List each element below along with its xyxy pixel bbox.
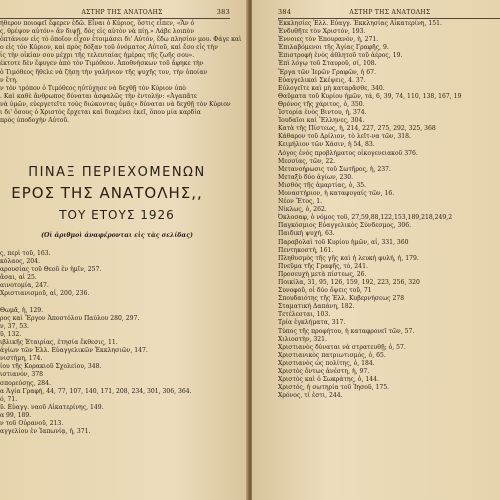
index-entry: Εὐαγγελικαὶ Σκέψεις, 4. 37. <box>278 76 366 84</box>
text-line: ι δι' ὅσους ὁ Χριστὸς ἔρχεται καὶ διαμένει ἐκεῖ, ὅπου μία καρδία <box>0 109 201 117</box>
index-entry: Πνεῦμα τῆς Γραφῆς, τὸ, 241. <box>278 262 368 270</box>
index-entry: Ἐννοιες τὸν Ἐπουρανόν, ἡ, 271. <box>278 36 379 44</box>
text-line: ὀπτάνιον εἰς τὸ ὁποῖον εἶχον ἑτοιμάσει δι' Αὐτόν, ἕδω πλησίον μου. Φάγε καὶ <box>0 36 242 44</box>
index-entry <box>0 299 234 307</box>
index-entry: ς, περὶ τοῦ, 163. <box>0 250 51 257</box>
index-entry: ἄσαι, αἱ 25. <box>0 274 37 282</box>
index-entry: ό, 71. <box>0 395 18 403</box>
index-entry: Χριστιανικὸς πατριωτισμός, ὁ, 65. <box>278 351 386 359</box>
index-entry: Παιδικὴ ψυχή, 63. <box>278 230 335 238</box>
running-title: ΑΣΤΗΡ ΤΗΣ ΑΝΑΤΟΛΗΣ <box>349 9 431 16</box>
index-entry: Κατὰ τῆς Πίστεως, ἡ, 214, 227, 275, 292, 325, 368 <box>278 125 436 133</box>
index-entry: Χρόνος, τί ἐστι, 244. <box>278 392 343 400</box>
text-line: νὰ ὑμῶν, εὐεργετεῖτε τοὺς διώκοντας ὑμᾶς» δύναται νὰ δεχθῇ τὸν Κύριον <box>0 100 231 108</box>
text-line: ὁ Τιμόθεος ἤθελε νὰ ζήσῃ τὴν γαλήνιον τῆς ψυχῆς τον, τὴν ὁποίαν <box>0 68 208 76</box>
index-entry: Ἐκκλησίες Ἑλλ. Εὐαγγ. Ἐκκλησίας Αἰκατερίνη, 151. <box>278 20 442 27</box>
page-number: 383 <box>216 8 230 16</box>
index-entry: Νέον Ἔτος, 1. <box>278 198 323 206</box>
text-line: . Καὶ καθὲ ἄνθρωπος δύναται ἀσφαλῶς τὴν ἐντολήν: «Ἀγαπᾶτε <box>0 92 197 100</box>
index-entry: α Ἁγία Γραφή, 44, 77, 107, 140, 171, 208, 234, 301, 306, 364. <box>0 387 192 395</box>
index-entry: Χιλιοστὴν, 321. <box>278 335 327 343</box>
index-entry: ίου τῆς Κορακιοῦ Σχολείου, 348. <box>0 363 102 371</box>
index-entry: Χριστιανισμοῦ, αἱ, 200, 236. <box>0 290 90 298</box>
right-page-header <box>278 4 500 19</box>
index-entry: Χριστὸς ὄντως ἀνέστη, ἡ, 97. <box>278 368 370 376</box>
index-entry: Συνοφοῦ, οἱ δύο ὄψεις τοῦ, 71 <box>278 287 372 295</box>
index-entry: Θρόνος τῆς χάριτος, ὁ, 350. <box>278 100 365 108</box>
text-line: ν τὸν τρόπον ὁ Τιμόθεος ηὐτύχησε νὰ δεχθῇ τὸν Κύριον ὑπὸ <box>0 84 186 92</box>
index-entry: Λόγος ἑνὸς προβλήματος οἰκογενειακοῦ 376. <box>278 149 418 157</box>
toc-journal-title: ΕΡΟΣ ΤΗΣ ΑΝΑΤΟΛΗΣ,, <box>11 184 203 202</box>
index-entry: Παγκόσμιος Εὐαγγελικὸς Σύνδεσμος, 306. <box>278 222 412 230</box>
index-entry: Τρία ἐγκλήματα, 317. <box>278 319 346 327</box>
index-entry: Σπουδαιότης τῆς Ἑλλ. Κυβερνήσεως 278 <box>278 295 405 303</box>
index-entry: Χριστός, ἡ σωτηρία τοῦ Ἰησοῦ, 175. <box>278 384 390 392</box>
left-page <box>0 0 248 500</box>
index-entry: αινοτομία, 247. <box>0 282 49 290</box>
index-entry: Ἰουδαῖοι καὶ Ἕλληνες, 304. <box>278 117 365 125</box>
text-line: πρὸς ὑποδοχὴν Αὐτοῦ. <box>0 117 70 125</box>
index-entry: Ἐπὶ λόγῳ τοῦ Σταυροῦ, σί, 108. <box>278 60 377 68</box>
index-entry: Πεντηκοστή, 161. <box>278 246 334 254</box>
index-entry: Τύπος τῆς προφήτου, ἡ καταφρονεῖ τῶν, 57. <box>278 327 415 335</box>
index-entry: Ἐνδυθῆτε τὸν Χριστόν, 193. <box>278 28 366 36</box>
index-entry: ιβλικῆς Ἑταιρίας, ἐτησία ἔκθεσις, 11. <box>0 339 118 347</box>
index-entry: Ἱστορία ἑνὸς Βιντου, ἡ, 374. <box>278 109 367 117</box>
text-line: ο εἰς τὸν Κύριον, καὶ πρὸς δόξαν τοῦ ὀνόματος Αὐτοῦ, καὶ ἔσο εἰς τὴν <box>0 44 218 52</box>
index-entry: ρος καὶ Ἔργον Ἀποστόλου Παύλου 280, 297. <box>0 314 140 322</box>
running-title: ΑΣΤΗΡ ΤΗΣ ΑΝΑΤΟΛΗΣ <box>81 9 163 16</box>
index-entry: Σταματικὴ Δαπάνη, 182. <box>278 303 355 311</box>
index-entry: ν, 37, 53. <box>0 322 29 330</box>
index-entry: ῦ. Εὐαγγ. ναοῦ Αἰκατερίνης, 149. <box>0 403 104 411</box>
index-entry: Μετανοήρωσις τοῦ Σωτῆρος, ἡ, 237. <box>278 165 391 173</box>
index-entry: Ἐπιστροφὴ ἑνὸς ἀθλητοῦ τοῦ ἀέρος, 19. <box>278 52 403 60</box>
toc-year: ΤΟΥ ΕΤΟΥΣ 1926 <box>59 208 175 222</box>
index-entry: α 99, 189. <box>0 411 32 419</box>
right-page <box>252 0 500 500</box>
index-entry: Μισθὸς τῆς ἁμαρτίας, ὁ, 35. <box>278 181 367 189</box>
index-entry: ῦ, 132. <box>0 330 22 338</box>
index-entry: Ἔργα τῶν Ἱερῶν Γραφῶν, ἡ 67. <box>278 68 376 76</box>
article-ending <box>0 20 242 125</box>
index-entry: Μεσσίας, τῶν, 22. <box>278 157 336 165</box>
index-entry: Πληθυσμὸς τῆς γῆς καὶ ἡ λευκὴ φυλή, ἡ, 179. <box>278 254 419 262</box>
text-line: ν ἔτη. <box>0 76 18 84</box>
index-entry: Ποικίλα, 31, 95, 126, 159, 192, 223, 256, 320 <box>278 279 420 286</box>
index-entry: Ἐπιλαβόμενοι τῆς Ἁγίας Γραφῆς, 9. <box>278 44 389 52</box>
index-list-right <box>278 20 496 400</box>
index-entry: Θωμᾶ, ἡ, 129. <box>0 306 44 314</box>
index-entry: Μοναστήριον, ἡ καταφυγαίς τῶν, 16. <box>278 189 395 197</box>
index-entry: Χριστιανὸς ὡς πολίτης, ὁ, 184. <box>278 359 375 367</box>
text-line: ἰς τὴν οἰκίαν σου μέχρι τῆς τελευταίας ἡμέρας τῆς ζωῆς σου». <box>0 52 195 60</box>
text-line: ήθερον ποιοφεῖ ἔφερεν ἐδῶ. Εἶναι ὁ Κύριος, ὅστις εἶπεν, «Ἄν ὁ <box>0 20 195 27</box>
table-of-contents-heading <box>0 164 234 239</box>
toc-title: ΠΙΝΑΞ ΠΕΡΙΕΧΟΜΕΝΩΝ <box>28 165 206 180</box>
index-entry: Ὀκλοσαφ, ὁ νόμος τοῦ, 27,59,88,122,153,189,218,249,2 <box>278 214 453 222</box>
index-entry: κόλαος, 204. <box>0 258 40 266</box>
index-entry: Χριστιανὸς δύναται νὰ στρατευθῇ; ὁ, 57. <box>278 343 406 351</box>
index-list-left <box>0 250 234 436</box>
index-entry: ιστιανόν, 378 <box>0 371 44 379</box>
index-entry: ν τοῦ Οὐρανοῦ, 213. <box>0 419 64 427</box>
index-entry: Νίκλως, ὁ, 262. <box>278 206 327 214</box>
index-entry: Εὐλογεῖτε καὶ μὴ καταρᾶσθε, 340. <box>278 84 385 92</box>
index-entry: Τετέλεσται, 103. <box>278 311 331 319</box>
index-entry: αγγελίου ἐν Ἰαπωνίᾳ, ἡ, 371. <box>0 428 91 436</box>
index-entry: αρουσίας τοῦ Θεοῦ ἐν ἡμῖν, 257. <box>0 266 102 274</box>
index-entry: Παραβολαὶ τοῦ Κυρίου ἡμῶν, αἱ, 331, 360 <box>278 238 409 246</box>
index-entry: Χριστὸς καὶ ὁ Σωκράτης, ὁ, 144. <box>278 376 379 384</box>
toc-note: (Οἱ ἀριθμοὶ ἀναφέρονται εἰς τὰς σελίδας) <box>41 232 193 239</box>
left-page-header <box>0 4 230 19</box>
index-entry: Μεταξὺ δύο ἀγίων, 230. <box>278 173 354 181</box>
index-entry: Κάθαρον τοῦ Δρίλιον, τὸ λεῖτ-να τῶν, 318. <box>278 133 411 141</box>
index-entry: ἁγίων τῶν Ἑλλ. Εὐαγγελικῶν Ἐκκλησιῶν, 147. <box>0 347 148 355</box>
index-entry: Προσευχὴ μετὰ πίστεως, 26. <box>278 270 367 278</box>
text-line: έκτοτε δὲν ἔφυγεν ἀπὸ τὸν Τιμόθεον. Ἀποθνήσκων τοῦ ἄφηκε τὴν <box>0 60 204 68</box>
index-entry: σπορεύσῃς, 284. <box>0 379 51 387</box>
index-entry: νιστήμη, 174. <box>0 355 43 363</box>
index-entry: Κειμήλιον τῶν Χάσιν, ἡ 54, 83. <box>278 141 375 149</box>
text-line: ς, θρέψον αὐτόν» ἄν διψῇ, δὸς εἰς αὐτὸν νὰ πίῃ.» Λάβε λοιπὸν <box>0 28 195 36</box>
index-entry: Θαῦματα τοῦ Κυρίου ἡμῶν, τά, 6, 39, 74, 110, 138, 167, 19 <box>278 92 462 100</box>
page-number: 384 <box>278 8 292 16</box>
